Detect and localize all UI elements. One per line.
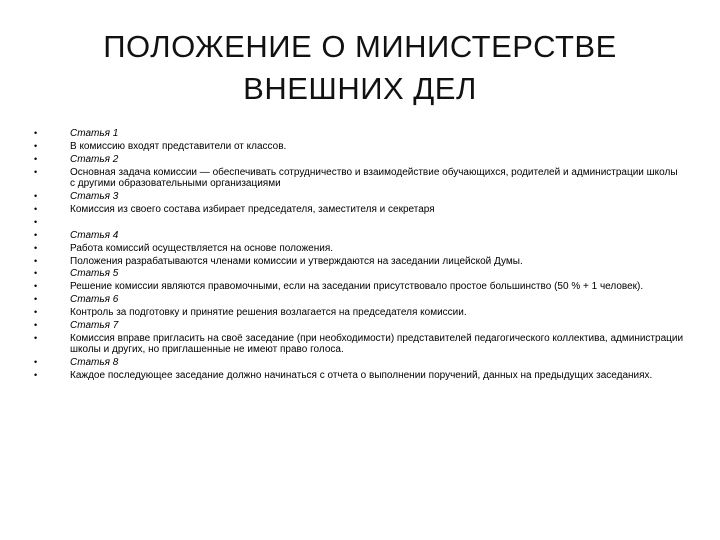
bullet-icon: • (34, 140, 38, 151)
list-item (34, 320, 684, 332)
bullet-icon: • (34, 357, 38, 368)
article-text: Основная задача комиссии — обеспечивать сотрудничество и взаимодействие обучающихся, родителей и администрации школы с другими образовательными организациями (70, 166, 678, 190)
list-item (34, 281, 684, 293)
list-item (34, 191, 684, 203)
article-list (34, 128, 684, 383)
page-title (60, 26, 660, 110)
article-text: Положения разрабатываются членами комиссии и утверждаются на заседании лицейской Думы. (70, 255, 523, 267)
bullet-icon: • (34, 281, 38, 292)
bullet-icon: • (34, 128, 38, 138)
article-text: В комиссию входят представители от классов. (70, 140, 287, 152)
article-heading: Статья 5 (70, 268, 119, 280)
list-item (34, 128, 684, 140)
bullet-icon: • (34, 319, 38, 330)
article-text: Комиссия вправе пригласить на своё заседание (при необходимости) представителей педагогического коллектива, администрации школы и других, но приглашенные не имеют право голоса. (70, 332, 684, 356)
list-item (34, 268, 684, 280)
list-item (34, 154, 684, 166)
list-item (34, 167, 684, 190)
bullet-icon: • (34, 268, 38, 279)
list-item (34, 256, 684, 268)
list-item (34, 370, 684, 382)
article-heading: Статья 6 (70, 294, 119, 306)
article-heading: Статья 7 (70, 319, 119, 331)
bullet-icon: • (34, 242, 38, 253)
bullet-icon: • (34, 255, 38, 266)
article-text: Работа комиссий осуществляется на основе положения. (70, 242, 334, 254)
list-item (34, 307, 684, 319)
list-item (34, 204, 684, 216)
list-item (34, 217, 684, 229)
article-heading: Статья 2 (70, 153, 119, 165)
article-heading: Статья 8 (70, 357, 119, 369)
title-line-1: ПОЛОЖЕНИЕ О МИНИСТЕРСТВЕ (103, 29, 617, 64)
list-item (34, 141, 684, 153)
article-heading: Статья 1 (70, 128, 119, 139)
list-item (34, 357, 684, 369)
article-heading: Статья 3 (70, 191, 119, 203)
list-item (34, 333, 684, 356)
bullet-icon: • (34, 294, 38, 305)
bullet-icon: • (34, 203, 38, 214)
list-item (34, 294, 684, 306)
bullet-icon: • (34, 229, 38, 240)
article-text: Решение комиссии являются правомочными, если на заседании присутствовало простое большинство (50 % + 1 человек). (70, 281, 644, 293)
bullet-icon: • (34, 307, 38, 318)
bullet-icon: • (34, 216, 38, 227)
bullet-icon: • (34, 332, 38, 343)
bullet-icon: • (34, 191, 38, 202)
list-item (34, 230, 684, 242)
article-text: Комиссия из своего состава избирает председателя, заместителя и секретаря (70, 203, 435, 215)
bullet-icon: • (34, 153, 38, 164)
article-text: Каждое последующее заседание должно начинаться с отчета о выполнении поручений, данных на предыдущих заседаниях. (70, 370, 653, 382)
bullet-icon: • (34, 370, 38, 381)
article-text: Контроль за подготовку и принятие решения возлагается на председателя комиссии. (70, 307, 467, 319)
article-heading: Статья 4 (70, 229, 119, 241)
bullet-icon: • (34, 166, 38, 177)
list-item (34, 243, 684, 255)
title-line-2: ВНЕШНИХ ДЕЛ (243, 71, 477, 106)
